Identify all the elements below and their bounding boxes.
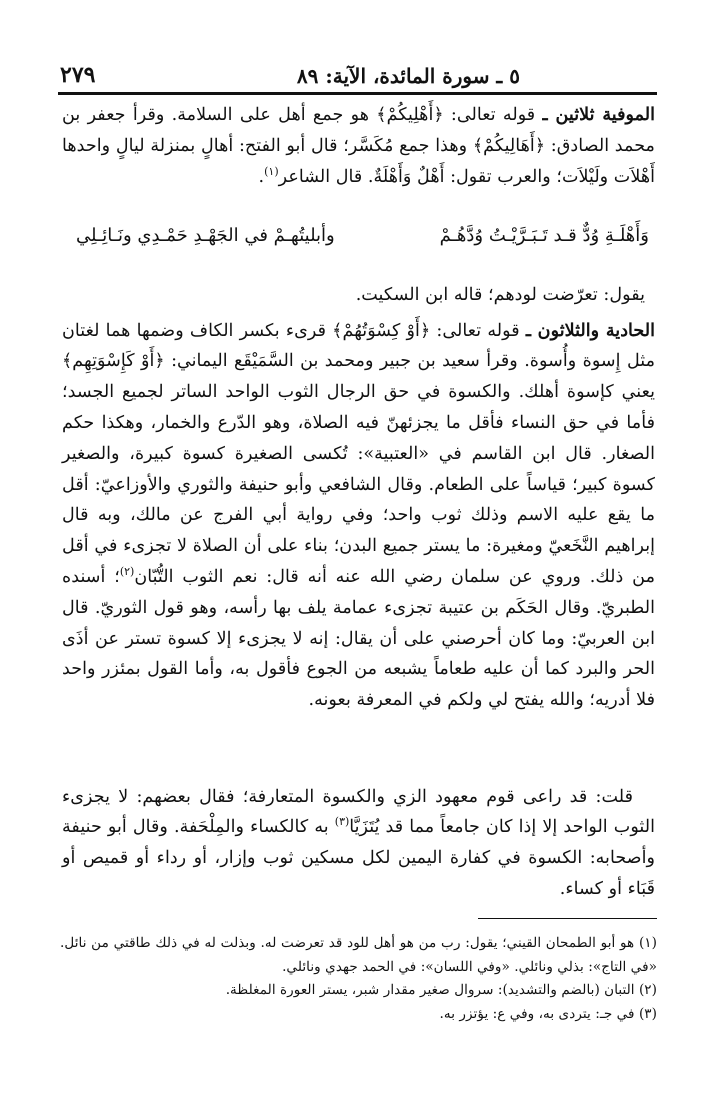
footnote-3: (٣) في جـ: يتردى به، وفي ع: يؤتزر به. xyxy=(439,1005,657,1022)
footnote-ref: (٢) xyxy=(119,565,135,579)
footnote-ref: (٣) xyxy=(334,815,350,829)
verse-first-hemistich: وَأَهْلَـةِ وُدٌّ قـد تَـبَـرَّيْـتُ وُدَّهُـمْ xyxy=(439,225,649,246)
paragraph-text xyxy=(62,100,655,192)
footnote-ref: (١) xyxy=(264,164,279,178)
section-lead: الحادية والثلاثون ـ xyxy=(525,319,655,341)
paragraph-thirty-first xyxy=(62,298,655,734)
paragraph-body-continued: به كالكساء والمِلْحَفة. وقال أبو حنيفة وأصحابه: الكسوة في كفارة اليمين لكل مسكين ثوب وإزار، أو رداء أو قميص أو قَبَاء أو كساء. xyxy=(62,817,655,899)
header-rule xyxy=(58,92,657,95)
footnotes xyxy=(60,932,657,1026)
page-number: ٢٧٩ xyxy=(60,62,96,88)
paragraph-body: قوله تعالى: ﴿أَوْ كِسْوَتُهُمْ﴾ قرىء بكسر الكاف وضمها هما لغتان مثل إِسوة وأُسوة. وقرأ سعيد بن جبير ومحمد بن السَّمَيْقَع اليماني: ﴿أَوْ كَإِسْوَتِهِم﴾ يعني كإسوة أهلك. والكسوة في حق الرجال الثوب الواحد الساتر لجميع الجسد؛ فأما في حق النساء فأقل ما يجزئهنّ فيه الصلاة، وهو الدّرع والخمار، وهكذا حكم الصغار. قال ابن القاسم في «العتبية»: تُكسى الصغيرة كسوة كبيرة، والصغير كسوة كبير؛ قياساً على الطعام. وقال الشافعي وأبو حنيفة والثوري والأوزاعيّ: أقل ما يقع عليه الاسم وذلك ثوب واحد؛ وفي رواية أبي الفرج عن مالك، وبه قال إبراهيم النَّخَعيّ ومغيرة: ما يستر جميع البدن؛ بناء على أن الصلاة لا تجزىء في أقل من ذلك. وروي عن سلمان رضي الله عنه أنه قال: نعم الثوب التُّبّان xyxy=(62,320,655,587)
poetry-verse xyxy=(76,225,649,257)
paragraph-text xyxy=(62,782,655,905)
verse-second-hemistich: وأبليتُهـمْ في الجَهْـدِ حَمْـدِي ونَـائِـلِي xyxy=(76,225,335,246)
paragraph-text: يقول: تعرّضت لودهم؛ قاله ابن السكيت. xyxy=(355,284,645,305)
paragraph-qultu xyxy=(62,764,655,922)
paragraph-end: . xyxy=(258,166,265,187)
page-header xyxy=(60,58,655,92)
footnote-2: (٢) التبان (بالضم والتشديد): سروال صغير مقدار شبر، يستر العورة المغلظة. xyxy=(225,982,657,999)
footnote-1: (١) هو أبو الطمحان القيني؛ يقول: رب من هو أهل للود قد تعرضت له. وبذلت له في ذلك طاقتي من نائل. «في التاج»: بذلي ونائلي. «وفي اللسان»: في الحمد جهدي ونائلي. xyxy=(60,935,657,975)
section-lead: الموفية ثلاثين ـ xyxy=(542,104,656,125)
paragraph-body-continued: ؛ أسنده الطبريّ. وقال الحَكَم بن عتيبة تجزىء عمامة يلف بها رأسه، وهو قول الثوريّ. قال ابن العربيّ: وما كان أحرصني على أن يقال: إنه لا يجزىء إلا كسوة تستر عن أذَى الحر والبرد كما أن عليه طعاماً يشبعه من الجوع فأقول به، وأما القول بمئزر واحد فلا أدريه؛ والله يفتح لي ولكم في المعرفة بعونه. xyxy=(62,566,655,711)
footnote-rule xyxy=(478,918,657,919)
paragraph-body: قلت: قد راعى قوم معهود الزي والكسوة المتعارفة؛ فقال بعضهم: لا يجزىء الثوب الواحد إلا إذا كان جامعاً مما قد يُتَزَيَّا xyxy=(62,786,655,838)
paragraph-thirtieth xyxy=(62,100,655,192)
running-title: ٥ ـ سورة المائدة، الآية: ٨٩ xyxy=(296,64,520,88)
paragraph-text xyxy=(62,316,655,716)
paragraph-body: قوله تعالى: ﴿أَهْلِيكُمْ﴾ هو جمع أهل على السلامة. وقرأ جعفر بن محمد الصادق: ﴿أَهَالِيكُمْ﴾ وهذا جمع مُكَسَّر؛ قال أبو الفتح: أهالٍ بمنزلة ليالٍ واحدها أَهْلاَت ولَيْلاَت؛ والعرب تقول: أَهْلٌ وَأَهْلَةٌ. قال الشاعر xyxy=(62,105,655,187)
